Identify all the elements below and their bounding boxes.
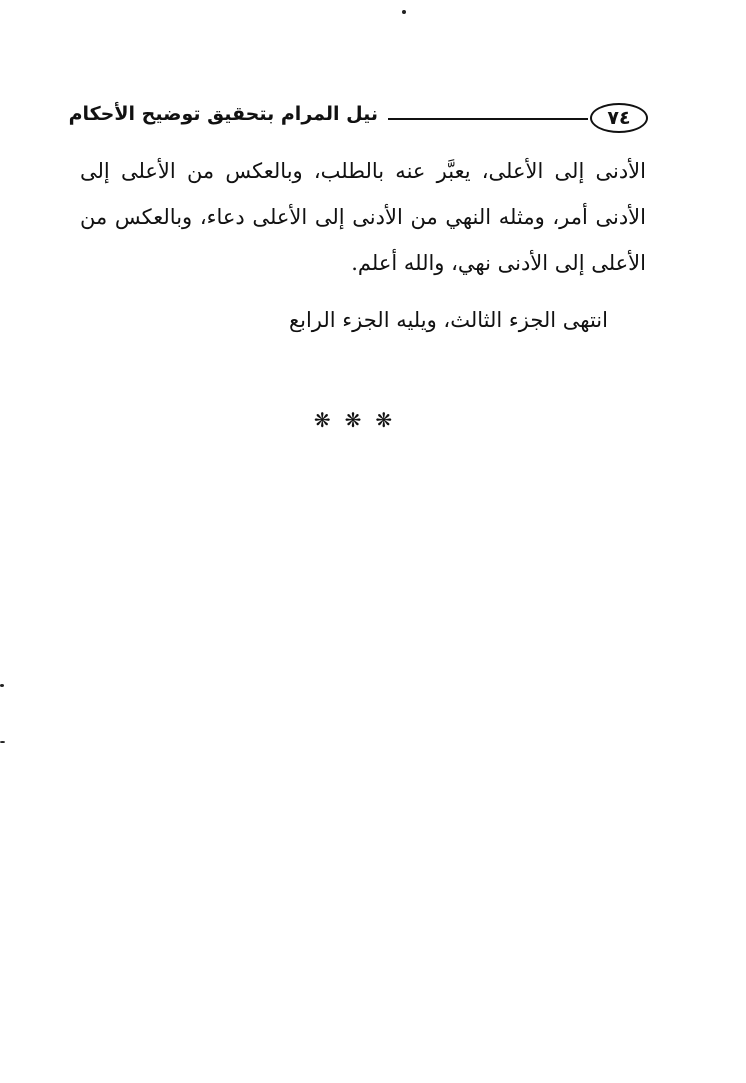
page-number (590, 103, 648, 133)
header-rule (388, 118, 588, 120)
section-separator (300, 408, 420, 432)
main-text (80, 148, 646, 286)
asterism-star-icon: ❋ (344, 408, 376, 432)
scan-speck (0, 684, 4, 687)
asterism-star-icon: ❋ (375, 408, 407, 432)
asterism-star-icon: ❋ (313, 408, 345, 432)
volume-ending-note: انتهى الجزء الثالث، ويليه الجزء الرابع (288, 308, 608, 332)
page-number-text: ٧٤ (607, 107, 631, 129)
scan-speck (0, 741, 5, 743)
book-title: نيل المرام بتحقيق توضيح الأحكام (68, 103, 378, 125)
scan-speck (402, 10, 406, 14)
page-header (68, 100, 650, 140)
paragraph: الأدنى إلى الأعلى، يعبَّر عنه بالطلب، وبالعكس من الأعلى إلى الأدنى أمر، ومثله النهي من الأدنى إلى الأعلى دعاء، وبالعكس من الأعلى إلى الأدنى نهي، والله أعلم. (80, 159, 646, 275)
